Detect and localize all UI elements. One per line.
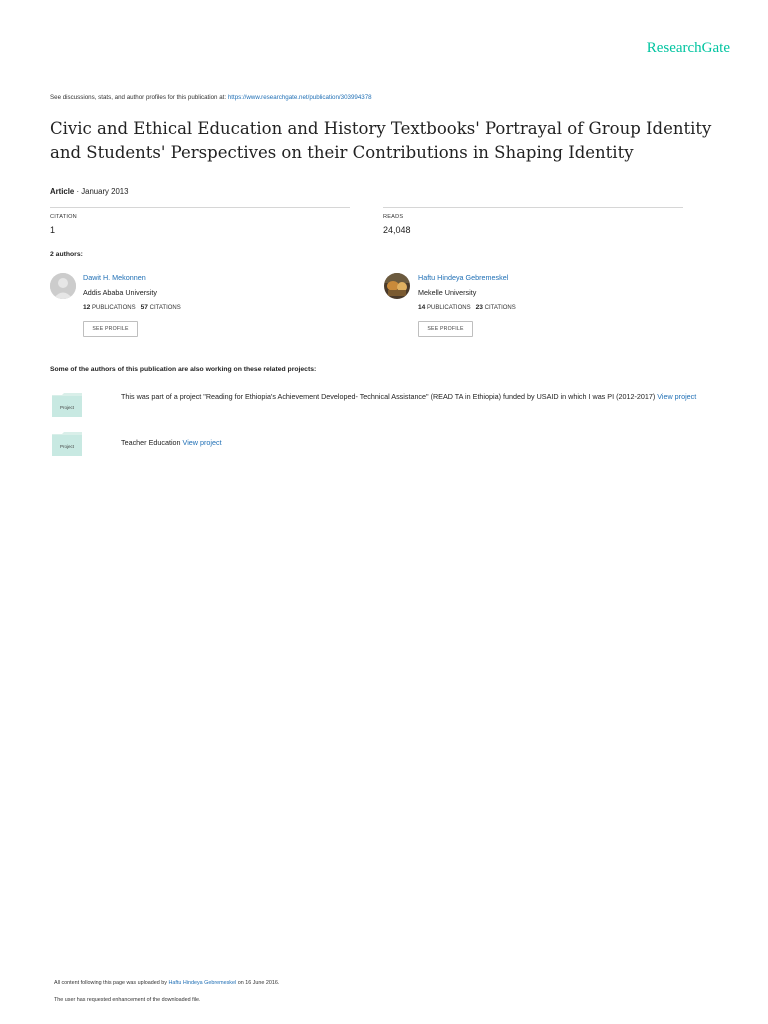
researchgate-logo[interactable]: ResearchGate: [646, 40, 730, 56]
see-profile-button[interactable]: SEE PROFILE: [418, 321, 473, 337]
author-institution: Addis Ababa University: [83, 288, 157, 297]
author-institution: Mekelle University: [418, 288, 477, 297]
author-avatar[interactable]: [384, 273, 410, 299]
citations-label: CITATIONS: [484, 305, 516, 311]
publication-url-link[interactable]: https://www.researchgate.net/publication/303994378: [227, 94, 372, 101]
publication-type: Article: [50, 187, 75, 196]
discussion-text: See discussions, stats, and author profiles for this publication at:: [50, 94, 228, 101]
author-name-link[interactable]: Dawit H. Mekonnen: [83, 273, 146, 282]
upload-note: [54, 980, 279, 986]
divider-left: [50, 207, 350, 208]
citation-label: CITATION: [50, 214, 77, 220]
project-icon[interactable]: [52, 432, 82, 456]
publications-label: PUBLICATIONS: [92, 305, 136, 311]
project-description: [121, 436, 721, 450]
upload-prefix: All content following this page was uploaded by: [54, 980, 169, 986]
citations-label: CITATIONS: [149, 305, 181, 311]
discussion-line: [50, 94, 372, 101]
enhancement-note: The user has requested enhancement of the downloaded file.: [54, 997, 201, 1003]
project-text: Teacher Education: [121, 438, 181, 447]
author-avatar[interactable]: [50, 273, 76, 299]
project-icon-label: Project: [59, 444, 75, 449]
citations-count: 23: [475, 304, 483, 311]
author-photo-icon: [384, 273, 410, 299]
publication-date: · January 2013: [76, 187, 129, 196]
title-line-1: Civic and Ethical Education and History Textbooks' Portrayal of Group Identity: [50, 119, 712, 138]
citations-count: 57: [140, 304, 148, 311]
view-project-link[interactable]: View project: [182, 438, 222, 447]
publications-label: PUBLICATIONS: [427, 305, 471, 311]
uploader-link[interactable]: Haftu Hindeya Gebremeskel: [168, 980, 237, 986]
reads-label: READS: [383, 214, 404, 220]
upload-suffix: on 16 June 2016.: [236, 980, 280, 986]
publication-title: [50, 117, 730, 165]
authors-label: 2 authors:: [50, 251, 83, 258]
related-projects-heading: Some of the authors of this publication are also working on these related projects:: [50, 366, 317, 373]
project-icon-label: Project: [59, 405, 75, 410]
project-description: [121, 390, 721, 404]
publication-meta: [50, 187, 128, 196]
see-profile-button[interactable]: SEE PROFILE: [83, 321, 138, 337]
project-icon[interactable]: [52, 393, 82, 417]
publications-count: 14: [418, 304, 426, 311]
author-stats: [418, 304, 516, 311]
citation-value: 1: [50, 225, 56, 235]
reads-value: 24,048: [383, 225, 411, 235]
project-text: This was part of a project "Reading for Ethiopia's Achievement Developed- Technical Assistance" (READ TA in Ethiopia) funded by USAID in which I was PI (2012-2017): [121, 392, 656, 401]
author-name-link[interactable]: Haftu Hindeya Gebremeskel: [418, 273, 509, 282]
author-stats: [83, 304, 181, 311]
publications-count: 12: [83, 304, 91, 311]
default-avatar-icon: [50, 273, 76, 299]
title-line-2: and Students' Perspectives on their Contributions in Shaping Identity: [50, 143, 634, 162]
view-project-link[interactable]: View project: [657, 392, 697, 401]
divider-right: [383, 207, 683, 208]
